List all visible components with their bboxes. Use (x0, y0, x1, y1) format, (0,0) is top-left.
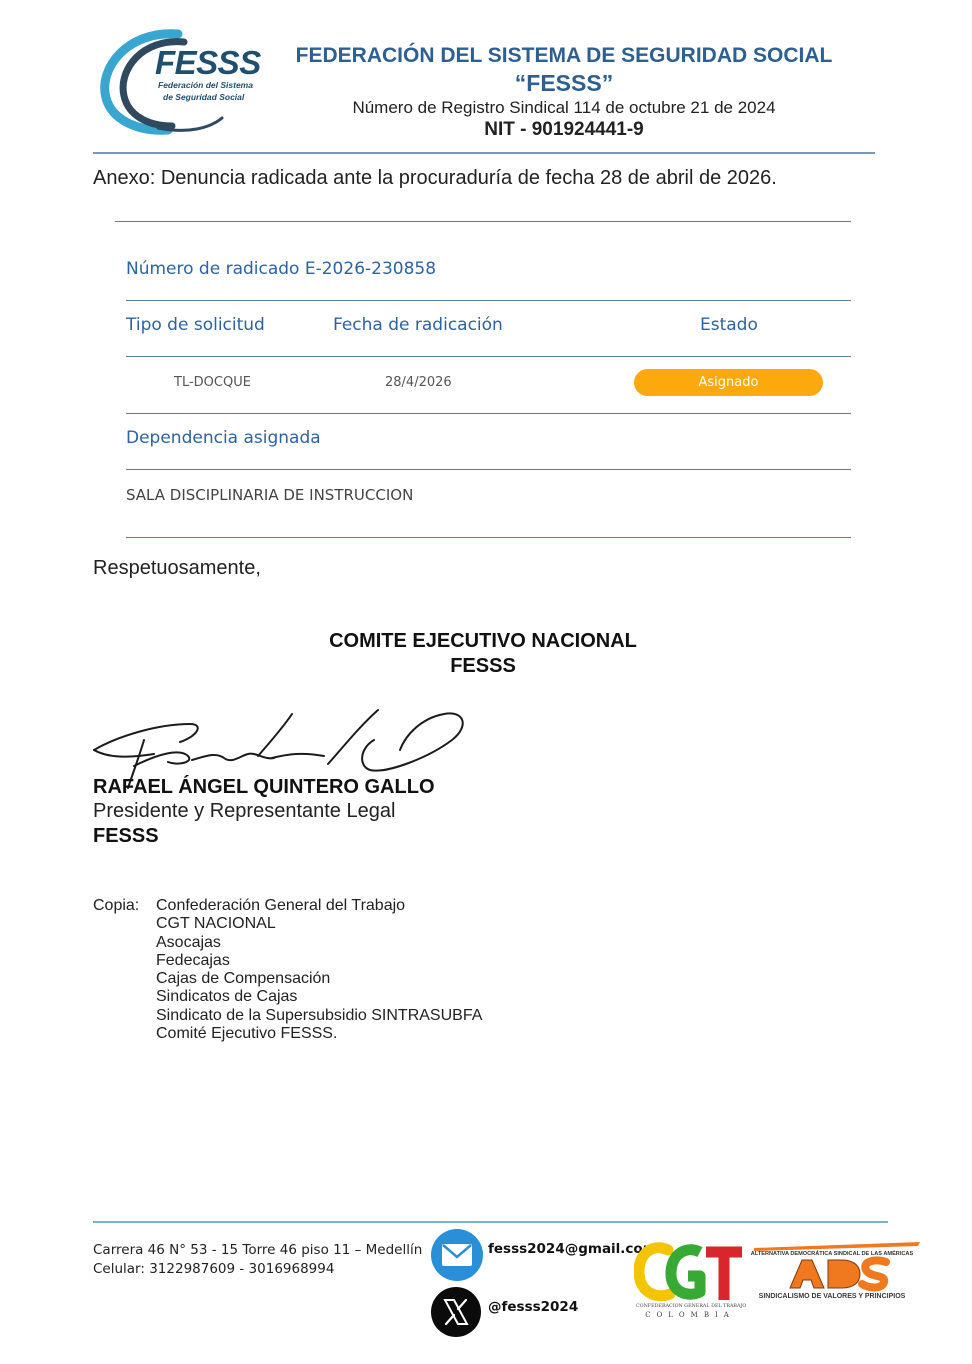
status-badge: Asignado (634, 369, 823, 396)
ads-tagline-top: ALTERNATIVA DEMOCRÁTICA SINDICAL DE LAS AMÉRICAS (750, 1251, 914, 1257)
dependencia-label: Dependencia asignada (126, 428, 321, 448)
closing-salutation: Respetuosamente, (93, 557, 261, 579)
card-rule (126, 300, 851, 301)
column-header-estado: Estado (700, 315, 758, 335)
footer-phone: Celular: 3122987609 - 3016968994 (93, 1261, 335, 1277)
copy-recipient: CGT NACIONAL (156, 915, 276, 933)
federation-acronym: “FESSS” (514, 70, 614, 96)
copy-recipient: Comité Ejecutivo FESSS. (156, 1025, 338, 1043)
cgt-subtitle: CONFEDERACION GENERAL DEL TRABAJO (636, 1304, 747, 1309)
nit-number: NIT - 901924441-9 (484, 119, 644, 140)
ads-tagline-bottom: SINDICALISMO DE VALORES Y PRINCIPIOS (758, 1293, 906, 1300)
envelope-icon (430, 1228, 484, 1282)
footer-social-handle[interactable]: @fesss2024 (488, 1299, 579, 1315)
header-divider (93, 152, 875, 154)
committee-line-1: COMITE EJECUTIVO NACIONAL (329, 630, 637, 652)
cgt-country: COLOMBIA (645, 1311, 735, 1319)
card-top-rule (115, 221, 851, 222)
copy-recipients (156, 897, 482, 1043)
radicado-number: Número de radicado E-2026-230858 (126, 259, 437, 279)
x-logo-icon (430, 1286, 482, 1338)
card-rule (126, 413, 851, 414)
logo-subtitle-1: Federación del Sistema (158, 80, 253, 90)
cgt-letters (634, 1240, 746, 1306)
dependencia-value: SALA DISCIPLINARIA DE INSTRUCCION (126, 486, 414, 504)
footer-divider (93, 1221, 888, 1223)
annex-line: Anexo: Denuncia radicada ante la procuraduría de fecha 28 de abril de 2026. (93, 167, 777, 189)
logo-subtitle-2: de Seguridad Social (163, 92, 245, 102)
copy-recipient: Fedecajas (156, 951, 230, 969)
copy-recipient: Sindicatos de Cajas (156, 988, 298, 1006)
cell-fecha: 28/4/2026 (385, 375, 452, 390)
footer-address: Carrera 46 N° 53 - 15 Torre 46 piso 11 – Medellín (93, 1242, 423, 1258)
signer-role: Presidente y Representante Legal (93, 800, 396, 822)
signer-organization: FESSS (93, 825, 159, 847)
copy-recipient: Asocajas (156, 933, 221, 951)
union-registry: Número de Registro Sindical 114 de octubre 21 de 2024 (352, 98, 776, 117)
footer-contact (93, 1241, 422, 1279)
footer-email[interactable]: fesss2024@gmail.com (488, 1241, 657, 1257)
federation-title: FEDERACIÓN DEL SISTEMA DE SEGURIDAD SOCIAL (295, 44, 833, 67)
column-header-tipo: Tipo de solicitud (126, 315, 265, 335)
copy-recipient: Sindicato de la Supersubsidio SINTRASUBFA (156, 1006, 483, 1024)
signer-name: RAFAEL ÁNGEL QUINTERO GALLO (93, 776, 435, 798)
copy-recipient: Confederación General del Trabajo (156, 897, 406, 914)
card-bottom-rule (126, 537, 851, 538)
column-header-fecha: Fecha de radicación (333, 315, 503, 335)
logo-wordmark: FESSS (155, 44, 261, 81)
copy-label: Copia: (93, 897, 140, 914)
copy-recipient: Cajas de Compensación (156, 970, 331, 988)
card-rule (126, 469, 851, 470)
committee-block (250, 629, 716, 679)
committee-line-2: FESSS (450, 655, 516, 677)
card-rule (126, 356, 851, 357)
cell-tipo: TL-DOCQUE (174, 375, 251, 390)
